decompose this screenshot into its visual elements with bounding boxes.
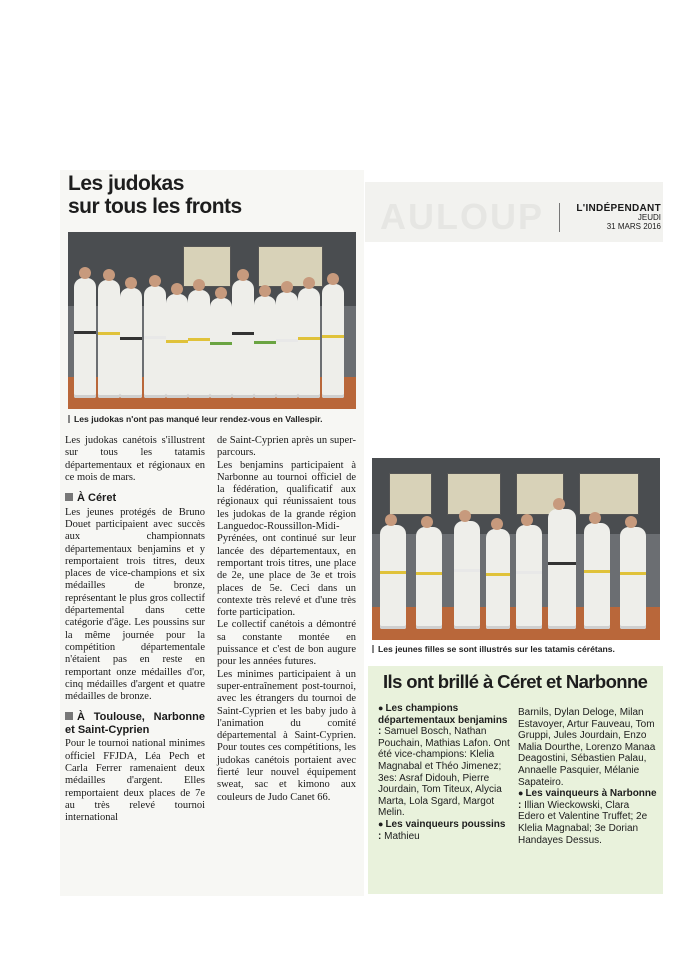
poussins-label: Les vainqueurs poussins : [378,818,506,842]
masthead [559,203,661,232]
weekday: JEUDI [637,213,661,222]
article-paragraph: Le collectif canétois a démontré sa constante montée en puissance et c'est de bon augure pour les années futures. [217,619,356,668]
results-box-title: Ils ont brillé à Céret et Narbonne [383,671,648,692]
headline-line-1: Les judokas [68,172,184,195]
results-column-1: ● Les champions départementaux benjamins : Samuel Bosch, Nathan Pouchain, Mathias Lafon. Ont été vice-champions: Klelia Magnabal et Théo Jimenez; 3es: Asraf Didouh, Pierre Jourdain, Tom Titeux, Alycia Marta, Lola Sgard, Margot Melin. ● Les vainqueurs poussins : Mathieu [378,703,510,842]
section-heading-ceret: À Céret [65,492,205,505]
faded-background-print: AULOUP [380,196,544,237]
group-photo-judokas [68,232,356,409]
publication-date: 31 MARS 2016 [606,221,661,231]
newspaper-name: L'INDÉPENDANT [576,203,661,214]
article-headline [68,172,348,218]
section-text-ceret: Les jeunes protégés de Bruno Douet participaient avec succès aux championnats départementaux benjamins et y remportaient trois titres, deux places de vice-champions et six médailles de bronze, représentant le plus gros collectif départemental dans cette catégorie d'âge. Les poussins sur la même journée pour la compétition départementale n'étaient pas en reste en remportant onze médailles d'or, cinq médailles d'argent et quatre médailles de bronze. [65,506,205,703]
headline-line-2: sur tous les fronts [68,195,242,218]
article-paragraph: de Saint-Cyprien après un super-parcours. [217,435,356,459]
narbonne-label: Les vainqueurs à Narbonne : [518,788,657,811]
article-intro: Les judokas canétois s'illustrent sur tous les tatamis départementaux et régionaux en ce mois de mars. [65,435,205,483]
photo-caption-1: Les judokas n'ont pas manqué leur rendez-vous en Vallespir. [68,414,358,425]
poussins-names-continued: Barnils, Dylan Deloge, Milan Estavoyer, Artur Fauveau, Tom Gruppi, Jules Jourdain, Enzo Malia Dourthe, Lorenzo Manaa Deagostini, Sébastien Palau, Annaelle Pasquier, Mélanie Sapateiro. [518,707,656,788]
article-paragraph: Les minimes participaient à un super-entraînement post-tournoi, avec les étrangers du tournoi de Saint-Cyprien et les baby judo à l'animation du comité départemental à Saint-Cyprien. Pour toutes ces compétitions, les judokas canétois portaient avec fierté leur nouvel équipement sweat, sac et kimono aux couleurs de Judo Canet 66. [217,668,356,803]
section-heading-toulouse: À Toulouse, Narbonne et Saint-Cyprien [65,711,205,736]
poussins-names: Mathieu [384,830,420,842]
champions-label: Les champions départementaux benjamins : [378,703,508,738]
results-column-2: Barnils, Dylan Deloge, Milan Estavoyer, Artur Fauveau, Tom Gruppi, Jules Jourdain, Enzo Malia Dourthe, Lorenzo Manaa Deagostini, Sébastien Palau, Annaelle Pasquier, Mélanie Sapateiro. ● Les vainqueurs à Narbonne : Illian Wieckowski, Clara Edero et Valentine Truffet; 2e Klelia Magnabal; 3e Dorian Handayes Dessus. [518,707,657,846]
group-photo-girls [372,458,660,640]
photo-caption-2: Les jeunes filles se sont illustrés sur les tatamis cérétans. [372,644,662,655]
section-text-toulouse: Pour le tournoi national minimes officiel FFJDA, Léa Pech et Carla Ferrer ramenaient deux médailles d'argent. Elles remportaient deux places de 7e au très relevé tournoi international [65,738,205,824]
article-column-2 [217,435,356,804]
narbonne-names: Illian Wieckowski, Clara Edero et Valentine Truffet; 2e Klelia Magnabal; 3e Dorian Handayes Dessus. [518,799,648,846]
article-column-1 [65,435,205,825]
article-paragraph: Les benjamins participaient à Narbonne au tournoi officiel de la fédération, qualificatif aux régionaux qui réunissaient tous les judokas de la grande région Languedoc-Roussillon-Midi-Pyrénées, ont continué sur leur lancée des départementaux, en remportant trois titres, une place de 2e, une place de 3e et trois places de 5e. Ceci dans un contexte très relevé et d'une très forte participation. [217,459,356,619]
champions-names: Samuel Bosch, Nathan Pouchain, Mathias Lafon. Ont été vice-champions: Klelia Magnabal et Théo Jimenez; 3es: Asraf Didouh, Pierre Jourdain, Tom Titeux, Alycia Marta, Lola Sgard, Margot Melin. [378,726,510,819]
